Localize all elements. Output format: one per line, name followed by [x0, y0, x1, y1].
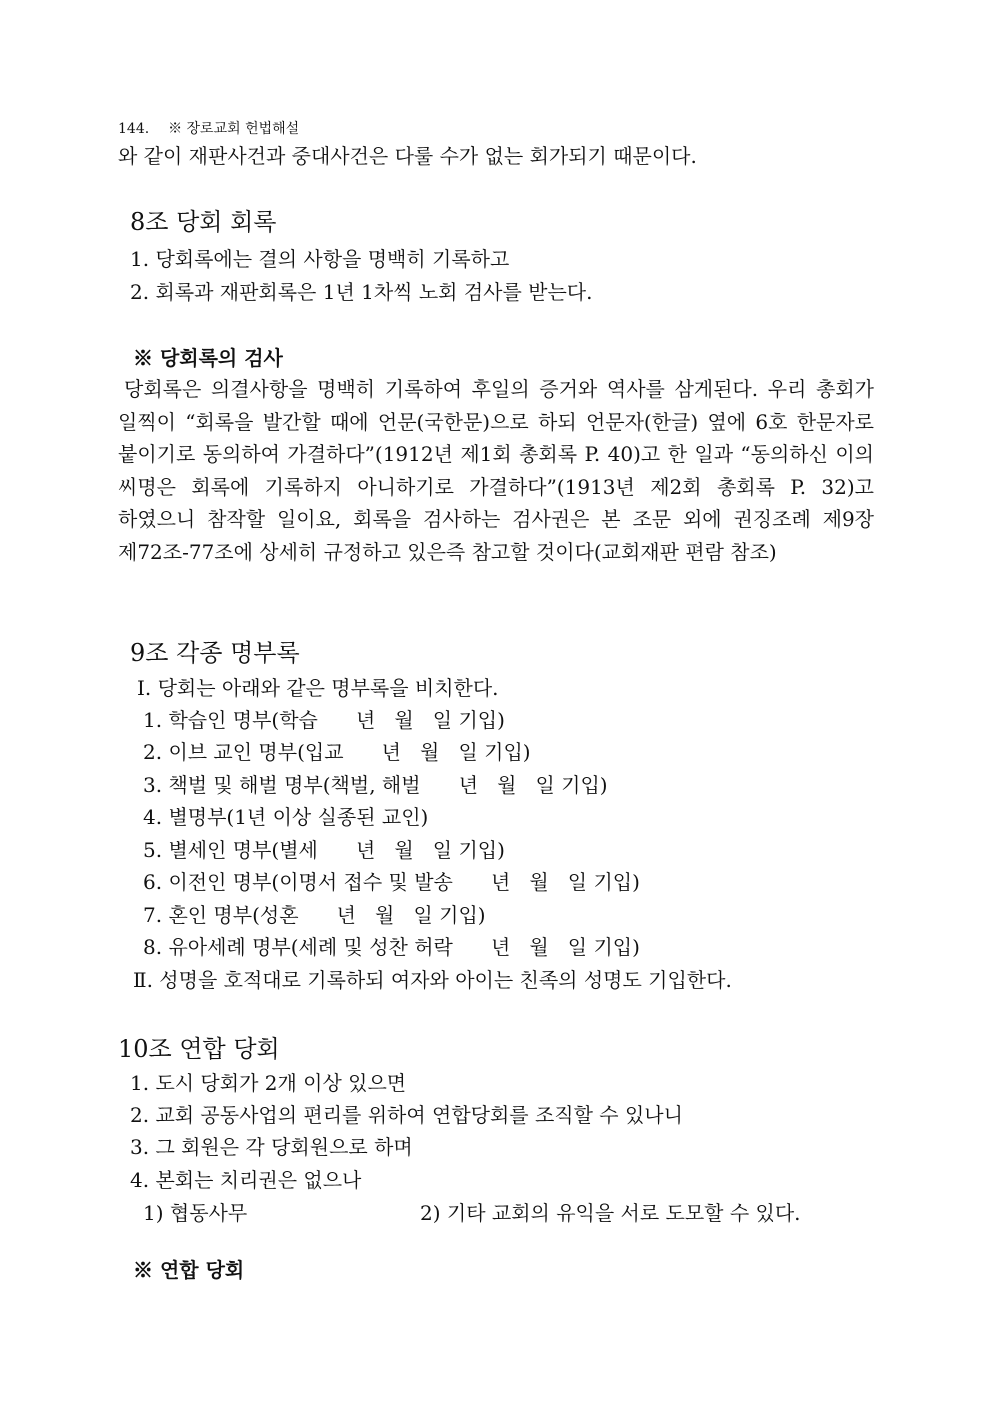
- running-title: ※ 장로교회 헌법해설: [168, 121, 300, 137]
- article-9-heading: 9조 각종 명부록: [130, 639, 300, 667]
- note-minutes-body: 당회록은 의결사항을 명백히 기록하여 후일의 증거와 역사를 삼게된다. 우리 총회가 일찍이 “회록을 발간할 때에 언문(국한문)으로 하되 언문자(한글) 옆에 6호 한문자로 붙이기로 동의하여 가결하다”(1912년 제1회 총회록 P. 40)고 한 일과 “동의하신 이의 씨명은 회록에 기록하지 아니하기로 가결하다”(1913년 제2회 총회록 P. 32)고 하였으니 참작할 일이요, 회록을 검사하는 검사권은 본 조문 외에 권징조례 제9장 제72조-77조에 상세히 규정하고 있은즉 참고할 것이다(교회재판 편람 참조): [118, 377, 874, 564]
- register-item: 6. 이전인 명부(이명서 접수 및 발송 년 월 일 기입): [143, 870, 640, 894]
- article-10-subitem: 1) 협동사무: [143, 1201, 248, 1225]
- article-8-heading: 8조 당회 회록: [130, 208, 277, 236]
- article-9-intro: Ⅰ. 당회는 아래와 같은 명부록을 비치한다.: [137, 676, 499, 700]
- article-8-item: 1. 당회록에는 결의 사항을 명백히 기록하고: [130, 247, 510, 271]
- register-item: 7. 혼인 명부(성혼 년 월 일 기입): [143, 903, 486, 927]
- note-minutes-heading: ※ 당회록의 검사: [133, 346, 283, 370]
- article-10-item: 3. 그 회원은 각 당회원으로 하며: [130, 1135, 413, 1159]
- continuation-line: 와 같이 재판사건과 중대사건은 다룰 수가 없는 회가되기 때문이다.: [118, 144, 697, 168]
- article-10-subitem: 2) 기타 교회의 유익을 서로 도모할 수 있다.: [420, 1201, 801, 1225]
- article-10-heading: 10조 연합 당회: [118, 1035, 280, 1063]
- article-8-item: 2. 회록과 재판회록은 1년 1차씩 노회 검사를 받는다.: [130, 280, 593, 304]
- article-10-item: 2. 교회 공동사업의 편리를 위하여 연합당회를 조직할 수 있나니: [130, 1103, 683, 1127]
- article-10-item: 4. 본회는 치리권은 없으나: [130, 1168, 362, 1192]
- note-joint-heading: ※ 연합 당회: [133, 1258, 245, 1282]
- register-item: 3. 책벌 및 해벌 명부(책벌, 해벌 년 월 일 기입): [143, 773, 608, 797]
- article-10-item: 1. 도시 당회가 2개 이상 있으면: [130, 1071, 407, 1095]
- register-item: 5. 별세인 명부(별세 년 월 일 기입): [143, 838, 505, 862]
- running-header: [118, 118, 299, 138]
- article-9-outro: Ⅱ. 성명을 호적대로 기록하되 여자와 아이는 친족의 성명도 기입한다.: [133, 968, 732, 992]
- register-item: 4. 별명부(1년 이상 실종된 교인): [143, 805, 429, 829]
- register-item: 8. 유아세례 명부(세례 및 성찬 허락 년 월 일 기입): [143, 935, 640, 959]
- register-item: 1. 학습인 명부(학습 년 월 일 기입): [143, 708, 505, 732]
- register-item: 2. 이브 교인 명부(입교 년 월 일 기입): [143, 740, 531, 764]
- page-number: 144.: [118, 121, 150, 137]
